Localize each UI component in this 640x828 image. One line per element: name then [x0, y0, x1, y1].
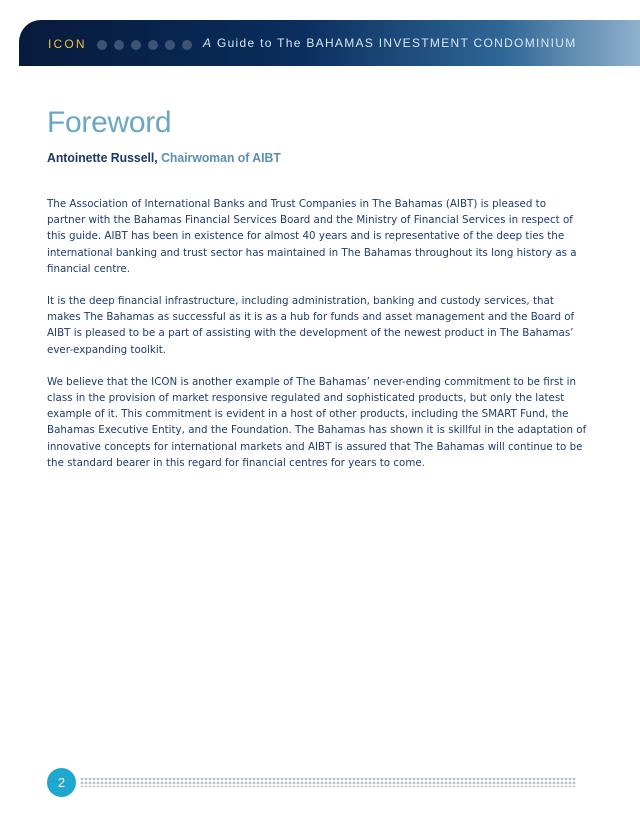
header-dot	[148, 40, 158, 50]
byline	[47, 150, 281, 165]
byline-separator: ,	[154, 150, 162, 165]
page-number: 2	[47, 768, 76, 797]
header-dot	[182, 40, 192, 50]
author-name: Antoinette Russell	[47, 150, 155, 165]
header-title-italic: A	[203, 36, 213, 50]
page-title: Foreword	[47, 106, 172, 139]
foreword-body	[47, 196, 587, 487]
header-dot	[114, 40, 124, 50]
author-role: Chairwoman of AIBT	[161, 150, 281, 165]
footer-dots-decoration	[80, 777, 576, 787]
paragraph: The Association of International Banks and Trust Companies in The Bahamas (AIBT) is pleased to partner with the Bahamas Financial Services Board and the Ministry of Financial Services in respect of this guide. AIBT has been in existence for almost 40 years and is representative of the deep ties the international banking and trust sector has maintained in The Bahamas throughout its long history as a financial centre.	[47, 198, 577, 275]
header-dot	[97, 40, 107, 50]
paragraph: It is the deep financial infrastructure, including administration, banking and custody services, that makes The Bahamas as successful as it is as a hub for funds and asset management and the Board of AIBT is pleased to be a part of assisting with the development of the newest product in The Bahamas’ ever-expanding toolkit.	[47, 295, 575, 356]
header-dot	[131, 40, 141, 50]
header-band	[19, 20, 640, 66]
header-dot	[165, 40, 175, 50]
header-dots-decoration	[97, 40, 192, 50]
header-title	[203, 36, 577, 50]
header-title-caps: BAHAMAS INVESTMENT CONDOMINIUM	[306, 36, 577, 50]
paragraph: We believe that the ICON is another example of The Bahamas’ never-ending commitment to be first in class in the provision of market responsive regulated and sophisticated products, but only the latest example of it. This commitment is evident in a host of other products, including the SMART Fund, the Bahamas Executive Entity, and the Foundation. The Bahamas has shown it is skillful in the adaptation of innovative concepts for international markets and AIBT is assured that The Bahamas will continue to be the standard bearer in this regard for financial centres for years to come.	[47, 375, 587, 469]
header-title-rest: Guide to The	[216, 36, 302, 50]
header-brand: ICON	[48, 37, 87, 51]
